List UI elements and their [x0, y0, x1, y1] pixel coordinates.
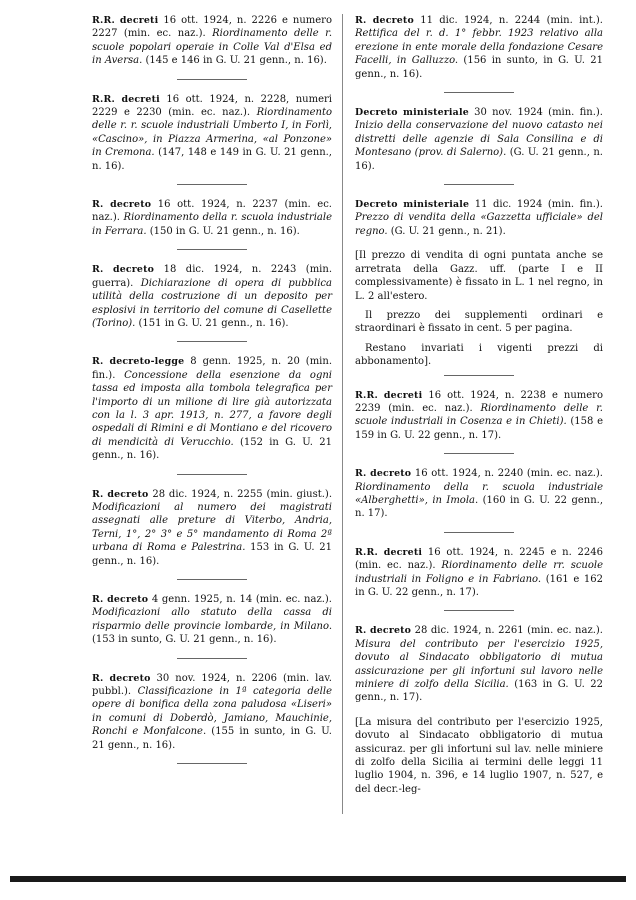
entry-separator: [444, 92, 514, 93]
decree-entry: R. decreto 11 dic. 1924, n. 2244 (min. int.). Rettifica del r. d. 1° febbr. 1923 relativo alla erezione in ente morale della fondazione Cesare Facelli, in Galluzzo. (156 in sunto, in G. U. 21 genn., n. 16).: [355, 15, 603, 80]
decree-entry: R. decreto 4 genn. 1925, n. 14 (min. ec. naz.). Modificazioni allo statuto della cassa di risparmio delle provincie lombarde, in Milano. (153 in sunto, G. U. 21 genn., n. 16).: [92, 594, 332, 646]
contribution-note: [La misura del contributo per l'esercizio 1925, dovuto al Sindacato obbligatorio di mutua assicuraz. per gli infortuni sul lav. nelle miniere di zolfo della Sicilia ai termini delle leggi 11 luglio 1904, n. 396, e 14 luglio 1907, n. 527, e del decr.-leg-: [355, 716, 603, 795]
decree-entry: R.R. decreti 16 ott. 1924, n. 2228, numeri 2229 e 2230 (min. ec. naz.). Riordinamento delle r. r. scuole industriali Umberto I, in Forlì, «Cascino», in Piazza Armerina, «al Ponzone» in Cremona. (147, 148 e 149 in G. U. 21 genn., n. 16).: [92, 93, 332, 172]
decree-entry: Decreto ministeriale 30 nov. 1924 (min. fin.). Inizio della conservazione del nuovo catasto nei distretti delle agenzie di Sala Consilina e di Montesano (prov. di Salerno). (G. U. 21 genn., n. 16).: [355, 107, 603, 172]
entry-separator: [177, 341, 247, 342]
left-column: [92, 14, 332, 777]
decree-entry: R. decreto 16 ott. 1924, n. 2237 (min. ec. naz.). Riordinamento della r. scuola industriale in Ferrara. (150 in G. U. 21 genn., n. 16).: [92, 199, 332, 237]
entry-separator: [177, 249, 247, 250]
column-divider: [342, 14, 343, 814]
right-column: [355, 14, 603, 802]
decree-entry: R. decreto-legge 8 genn. 1925, n. 20 (min. fin.). Concessione della esenzione da ogni tassa ed imposta alla tombola telegrafica per l'importo di un milione di lire già autorizzata con la l. 3 apr. 1913, n. 277, a favore degli ospedali di Rimini e di Montiano e del ricovero di mendicità di Verucchio. (152 in G. U. 21 genn., n. 16).: [92, 356, 332, 462]
price-note: Restano invariati i vigenti prezzi di abbonamento].: [355, 342, 603, 368]
decree-entry: R. decreto 28 dic. 1924, n. 2261 (min. ec. naz.). Misura del contributo per l'esercizio 1925, dovuto al Sindacato obbligatorio di mutua assicurazione per gli infortuni sul lavoro nelle miniere di zolfo della Sicilia. (163 in G. U. 22 genn., n. 17).: [355, 625, 603, 704]
decree-entry: R. decreto 18 dic. 1924, n. 2243 (min. guerra). Dichiarazione di opera di pubblica utilità della costruzione di un deposito per esplosivi in territorio del comune di Casellette (Torino). (151 in G. U. 21 genn., n. 16).: [92, 264, 333, 329]
decree-entry: Decreto ministeriale 11 dic. 1924 (min. fin.). Prezzo di vendita della «Gazzetta ufficiale» del regno. (G. U. 21 genn., n. 21).: [355, 199, 603, 237]
entry-separator: [177, 474, 247, 475]
price-note: [Il prezzo di vendita di ogni puntata anche se arretrata della Gazz. uff. (parte I e II complessivamente) è fissato in L. 1 nel regno, in L. 2 all'estero.: [355, 250, 603, 302]
price-note: Il prezzo dei supplementi ordinari e straordinari è fissato in cent. 5 per pagina.: [355, 309, 603, 335]
entry-separator: [177, 79, 247, 80]
decree-entry: R.R. decreti 16 ott. 1924, n. 2245 e n. 2246 (min. ec. naz.). Riordinamento delle rr. scuole industriali in Foligno e in Fabriano. (161 e 162 in G. U. 22 genn., n. 17).: [355, 546, 603, 598]
entry-separator: [177, 658, 247, 659]
entry-separator: [444, 184, 514, 185]
entry-separator: [444, 453, 514, 454]
entry-separator: [177, 763, 247, 764]
decree-entry: R.R. decreti 16 ott. 1924, n. 2238 e numero 2239 (min. ec. naz.). Riordinamento delle r. scuole industriali in Cosenza e in Chieti). (158 e 159 in G. U. 22 genn., n. 17).: [355, 389, 603, 441]
decree-entry: R. decreto 30 nov. 1924, n. 2206 (min. lav. pubbl.). Classificazione in 1ª categoria delle opere di bonifica della zona paludosa «Liseri» in comuni di Doberdò, Jamiano, Mauchinie, Ronchi e Monfalcone. (155 in sunto, in G. U. 21 genn., n. 16).: [92, 672, 332, 751]
scan-edge-bar: [10, 876, 626, 882]
entry-separator: [444, 532, 514, 533]
decree-entry: R.R. decreti 16 ott. 1924, n. 2226 e numero 2227 (min. ec. naz.). Riordinamento delle r. scuole popolari operaie in Colle Val d'Elsa ed in Aversa. (145 e 146 in G. U. 21 genn., n. 16).: [92, 15, 332, 67]
entry-separator: [177, 579, 247, 580]
decree-entry: R. decreto 28 dic. 1924, n. 2255 (min. giust.). Modificazioni al numero dei magistrati assegnati alle preture di Viterbo, Andria, Terni, 1°, 2° 3° e 5° mandamento di Roma 2ª urbana di Roma e Palestrina. 153 in G. U. 21 genn., n. 16).: [92, 488, 333, 567]
entry-separator: [444, 610, 514, 611]
entry-separator: [444, 375, 514, 376]
entry-separator: [177, 184, 247, 185]
decree-entry: R. decreto 16 ott. 1924, n. 2240 (min. ec. naz.). Riordinamento della r. scuola industriale «Alberghetti», in Imola. (160 in G. U. 22 genn., n. 17).: [355, 468, 603, 520]
